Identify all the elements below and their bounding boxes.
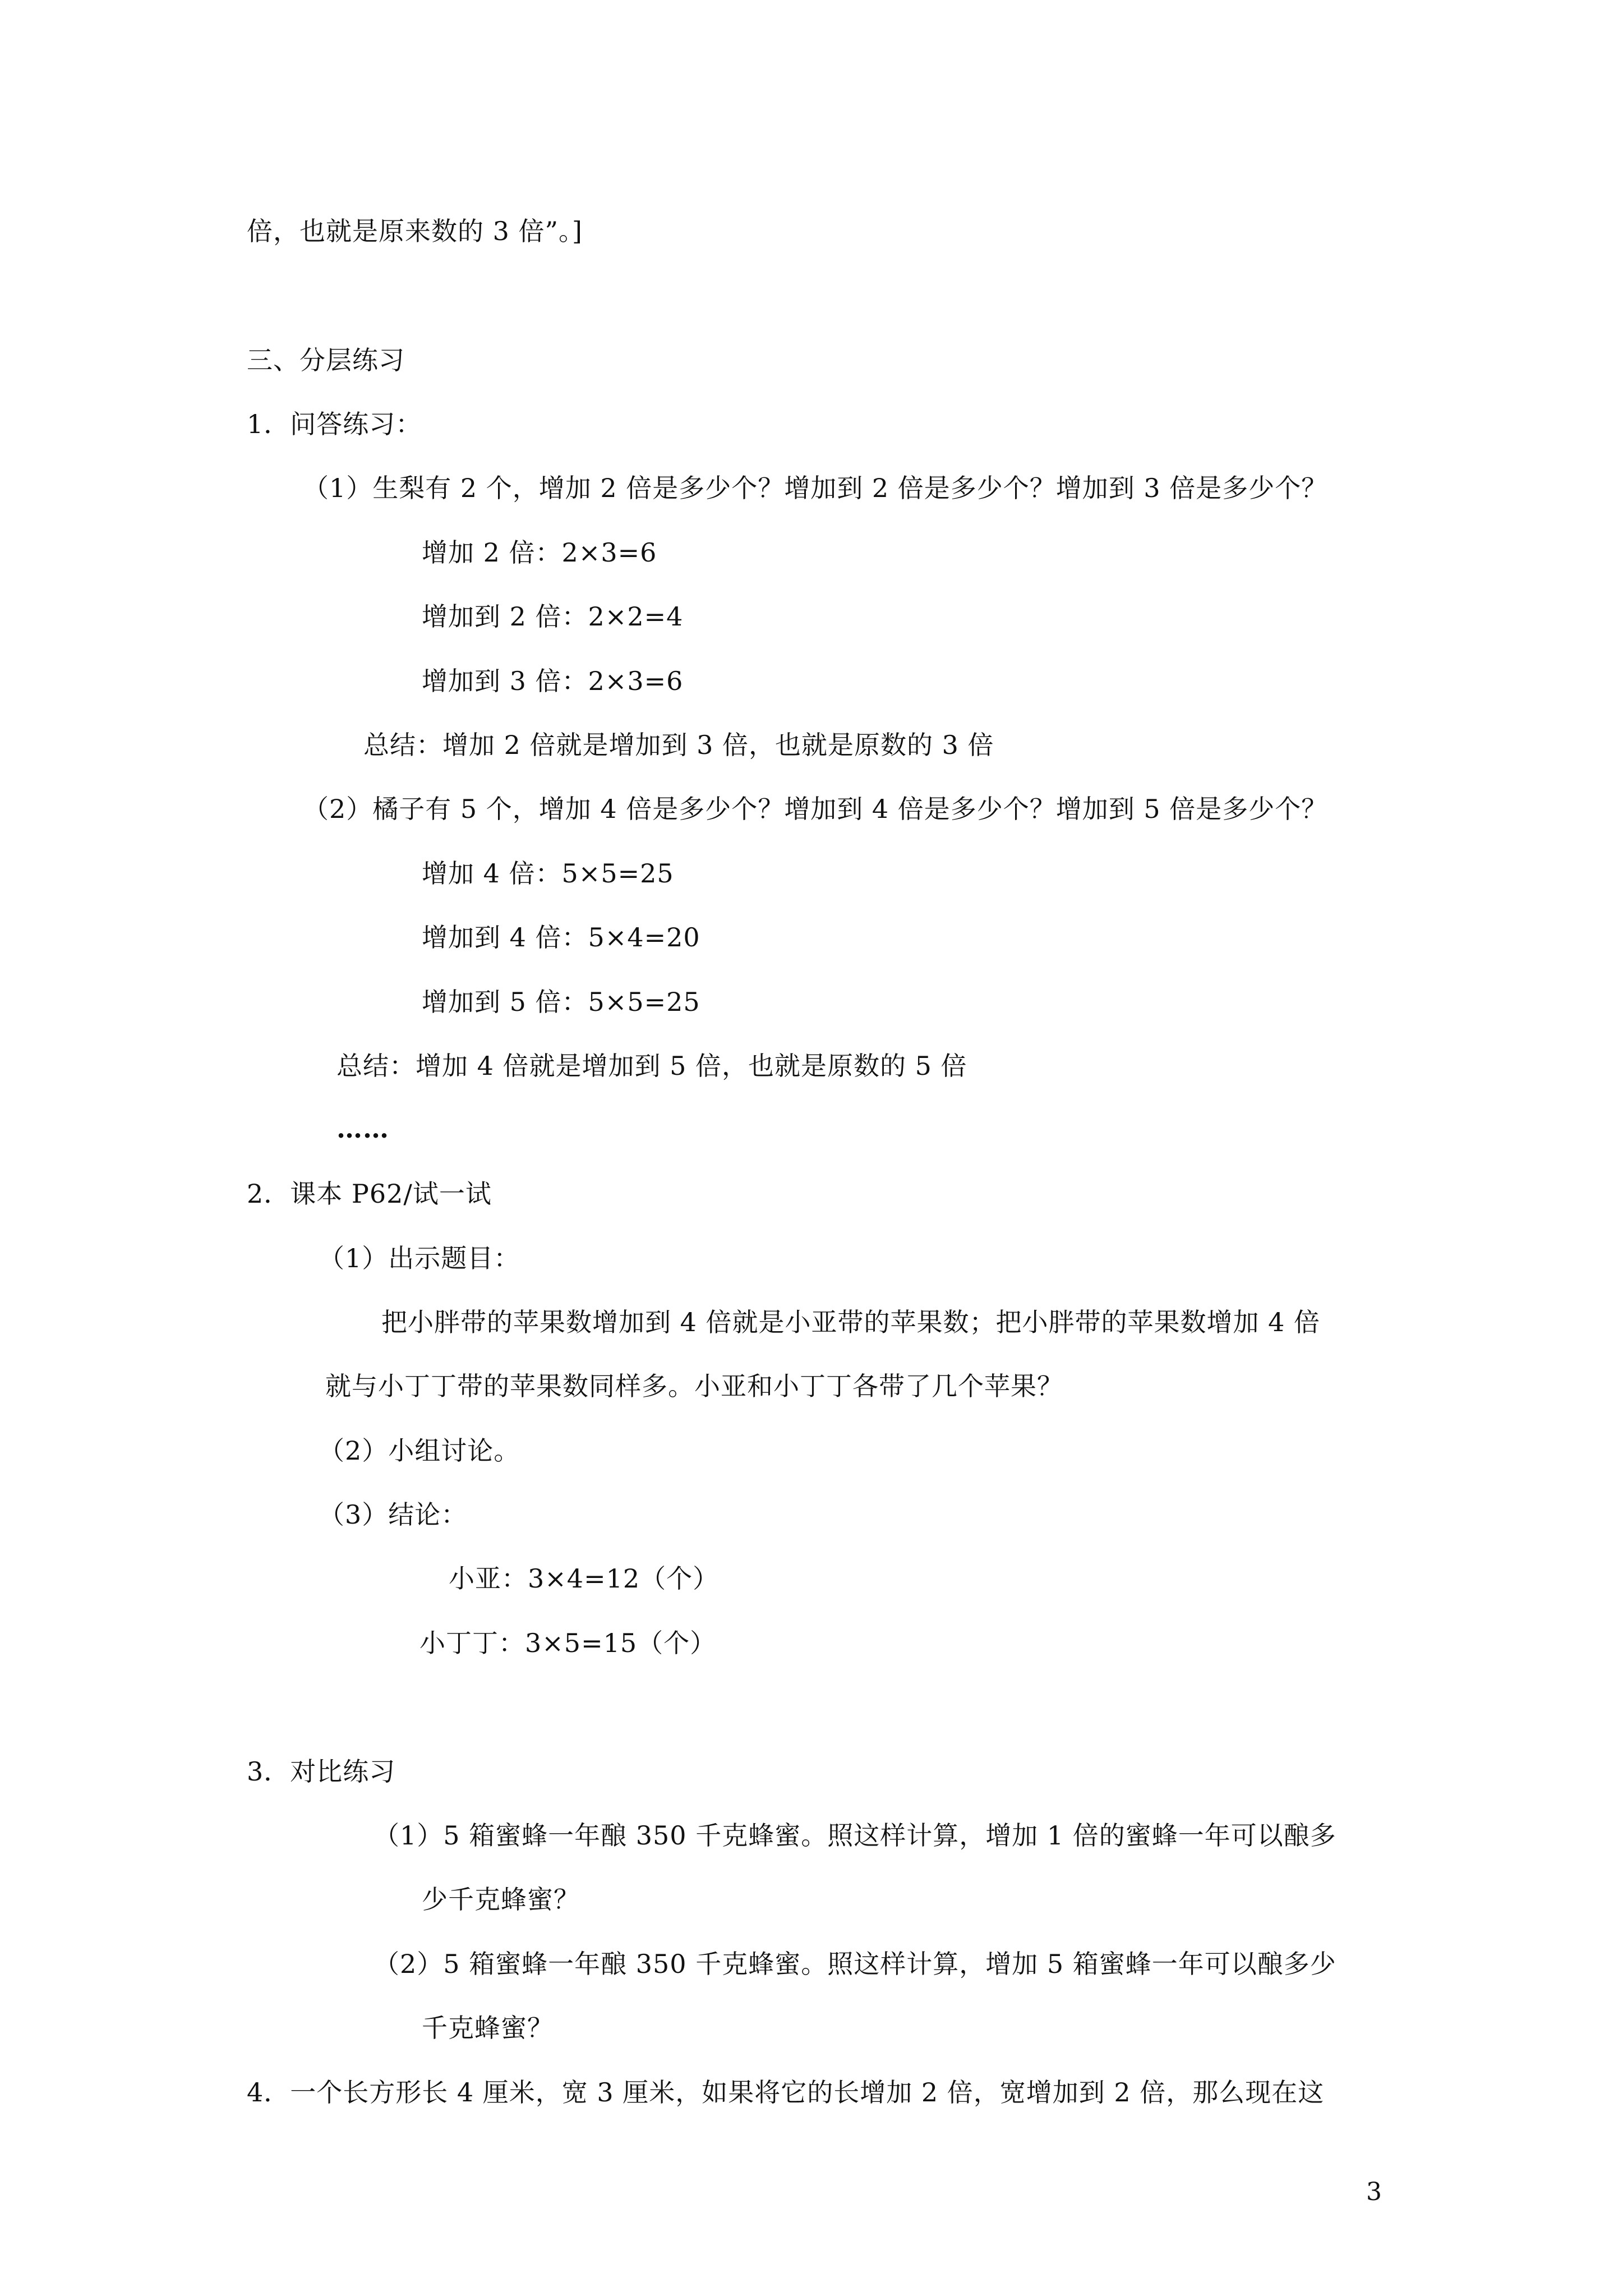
problem-text: 就与小丁丁带的苹果数同样多。小亚和小丁丁各带了几个苹果？ [325,1371,1063,1401]
item-heading-textbook: 2．课本 P62/试一试 [247,1179,492,1209]
answer-line: 小丁丁：3×5=15（个） [419,1628,717,1658]
comparison-question: （2）5 箱蜜蜂一年酿 350 千克蜂蜜。照这样计算，增加 5 箱蜜蜂一年可以酿多少 [374,1949,1336,1979]
item-heading-comparison: 3．对比练习 [247,1756,396,1787]
text-line-continuation: 倍，也就是原来数的 3 倍”。] [247,216,583,246]
summary-line: 总结：增加 4 倍就是增加到 5 倍，也就是原数的 5 倍 [336,1051,967,1081]
sub-item-show-problem: （1）出示题目： [319,1243,520,1273]
answer-line: 增加 4 倍：5×5=25 [422,858,674,889]
comparison-question: 千克蜂蜜？ [422,2013,554,2043]
ellipsis: …… [336,1114,389,1144]
page-number: 3 [1366,2178,1382,2206]
question-pears: （1）生梨有 2 个，增加 2 倍是多少个？增加到 2 倍是多少个？增加到 3 倍是多少个？ [303,473,1328,503]
item-heading-rectangle: 4．一个长方形长 4 厘米，宽 3 厘米，如果将它的长增加 2 倍，宽增加到 2 倍，那么现在这 [247,2077,1325,2108]
comparison-question: 少千克蜂蜜？ [422,1884,580,1915]
answer-line: 增加到 2 倍：2×2=4 [422,601,684,632]
comparison-question: （1）5 箱蜜蜂一年酿 350 千克蜂蜜。照这样计算，增加 1 倍的蜜蜂一年可以酿多 [374,1820,1336,1851]
sub-item-group-discussion: （2）小组讨论。 [319,1435,520,1466]
answer-line: 增加到 3 倍：2×3=6 [422,666,684,696]
item-heading-qa-practice: 1．问答练习： [247,409,422,439]
answer-line: 增加到 4 倍：5×4=20 [422,922,700,953]
section-heading-layered-practice: 三、分层练习 [247,345,405,375]
sub-item-conclusion: （3）结论： [319,1499,468,1530]
question-oranges: （2）橘子有 5 个，增加 4 倍是多少个？增加到 4 倍是多少个？增加到 5 倍是多少个？ [303,794,1328,824]
answer-line: 增加到 5 倍：5×5=25 [422,987,700,1017]
problem-text: 把小胖带的苹果数增加到 4 倍就是小亚带的苹果数；把小胖带的苹果数增加 4 倍 [381,1307,1321,1337]
answer-line: 增加 2 倍：2×3=6 [422,537,657,568]
summary-line: 总结：增加 2 倍就是增加到 3 倍，也就是原数的 3 倍 [363,730,994,760]
answer-line: 小亚：3×4=12（个） [449,1563,720,1594]
